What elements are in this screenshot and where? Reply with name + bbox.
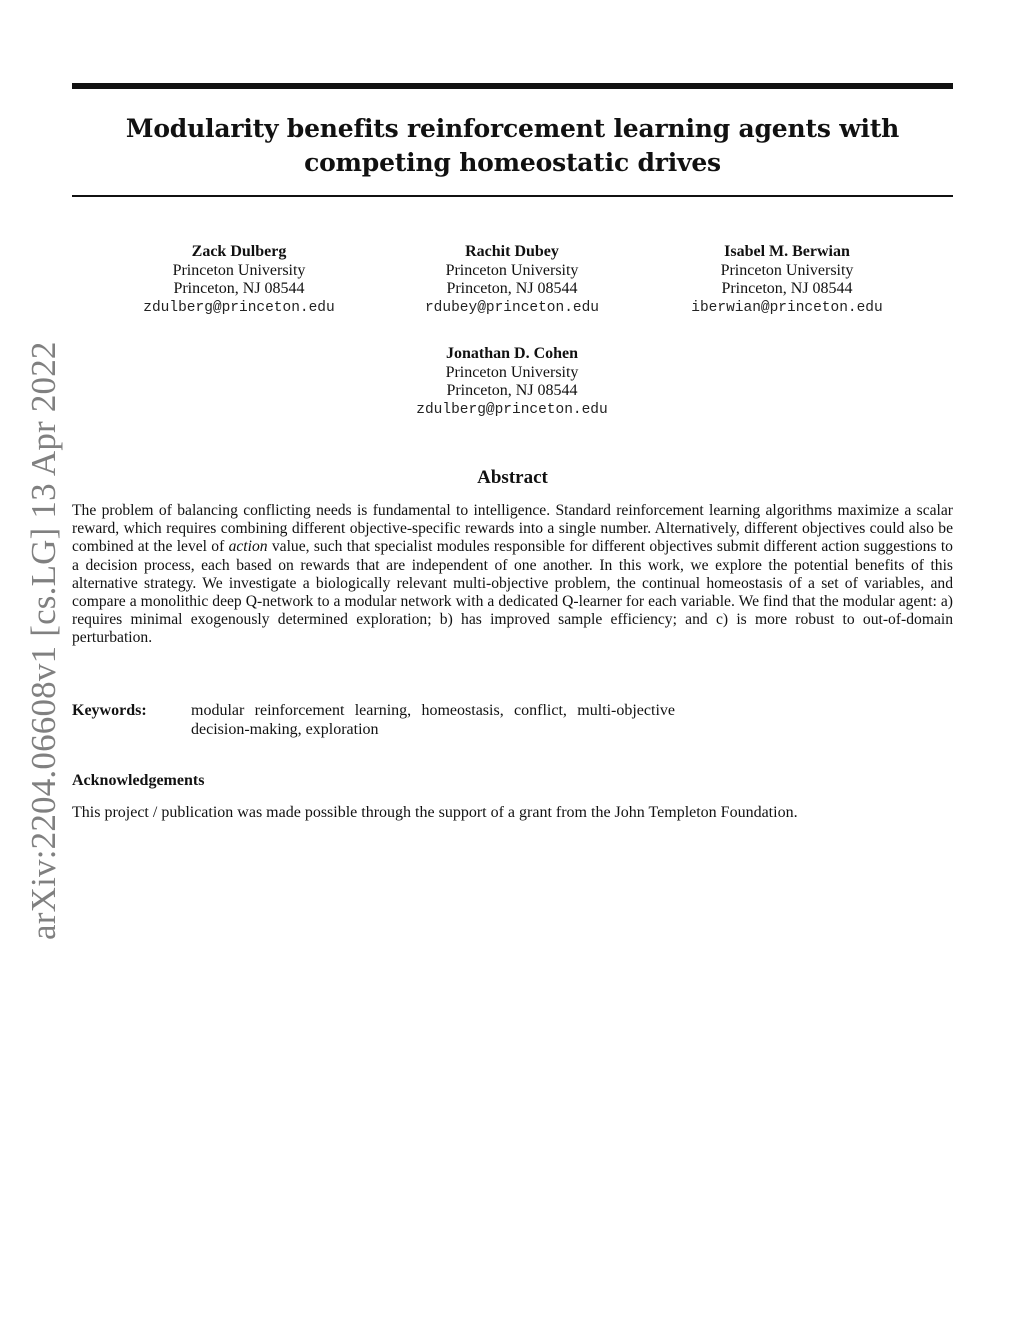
author-address: Princeton, NJ 08544	[446, 280, 578, 297]
keywords-list: modular reinforcement learning, homeostasis, conflict, multi-objective decision-making, exploration	[191, 702, 675, 738]
author-block	[667, 243, 907, 317]
author-email-link[interactable]: zdulberg@princeton.edu	[143, 299, 335, 316]
title-top-rule	[72, 83, 953, 89]
author-email-link[interactable]: iberwian@princeton.edu	[691, 299, 883, 316]
abstract-text-part: The problem of balancing conflicting needs is fundamental to intelligence. Standard reinforcement learning algorithms maximize a scalar reward, which requires combining different objective-specific rewards into a single number. Alternatively, different objectives could also be combined at the level of	[72, 502, 953, 556]
author-name: Isabel M. Berwian	[724, 243, 850, 260]
author-affiliation: Princeton University	[720, 261, 854, 279]
author-address: Princeton, NJ 08544	[446, 382, 578, 399]
author-affiliation: Princeton University	[445, 261, 579, 279]
acknowledgements-heading: Acknowledgements	[72, 772, 205, 789]
author-name: Zack Dulberg	[191, 243, 287, 260]
author-name: Jonathan D. Cohen	[445, 345, 579, 362]
abstract-emphasis: action	[228, 538, 268, 556]
title-bottom-rule	[72, 195, 953, 197]
keywords-label: Keywords:	[72, 702, 147, 719]
author-block	[392, 243, 632, 317]
author-block	[119, 243, 359, 317]
author-name: Rachit Dubey	[465, 243, 559, 260]
author-affiliation: Princeton University	[172, 261, 306, 279]
abstract-text-part: value, such that specialist modules responsible for different objectives submit different action suggestions to a decision process, each based on rewards that are independent of one another. In this work, we explore the potential benefits of this alternative strategy. We investigate a biologically relevant multi-objective problem, the continual homeostasis of a set of variables, and compare a monolithic deep Q-network to a modular network with a dedicated Q-learner for each variable. We find that the modular agent: a) requires minimal exogenously determined exploration; b) has improved sample efficiency; and c) is more robust to out-of-domain perturbation.	[72, 538, 953, 647]
abstract-heading: Abstract	[477, 467, 548, 488]
arxiv-identifier-stamp: arXiv:2204.06608v1 [cs.LG] 13 Apr 2022	[24, 341, 63, 940]
paper-title: Modularity benefits reinforcement learning agents with competing homeostatic drives	[125, 114, 900, 177]
abstract-text	[72, 502, 953, 648]
author-email-link[interactable]: rdubey@princeton.edu	[424, 299, 600, 316]
author-block	[392, 345, 632, 419]
author-email-link[interactable]: zdulberg@princeton.edu	[416, 401, 608, 418]
author-address: Princeton, NJ 08544	[721, 280, 853, 297]
acknowledgements-text: This project / publication was made possible through the support of a grant from the John Templeton Foundation.	[72, 804, 798, 821]
author-affiliation: Princeton University	[445, 363, 579, 381]
author-address: Princeton, NJ 08544	[173, 280, 305, 297]
